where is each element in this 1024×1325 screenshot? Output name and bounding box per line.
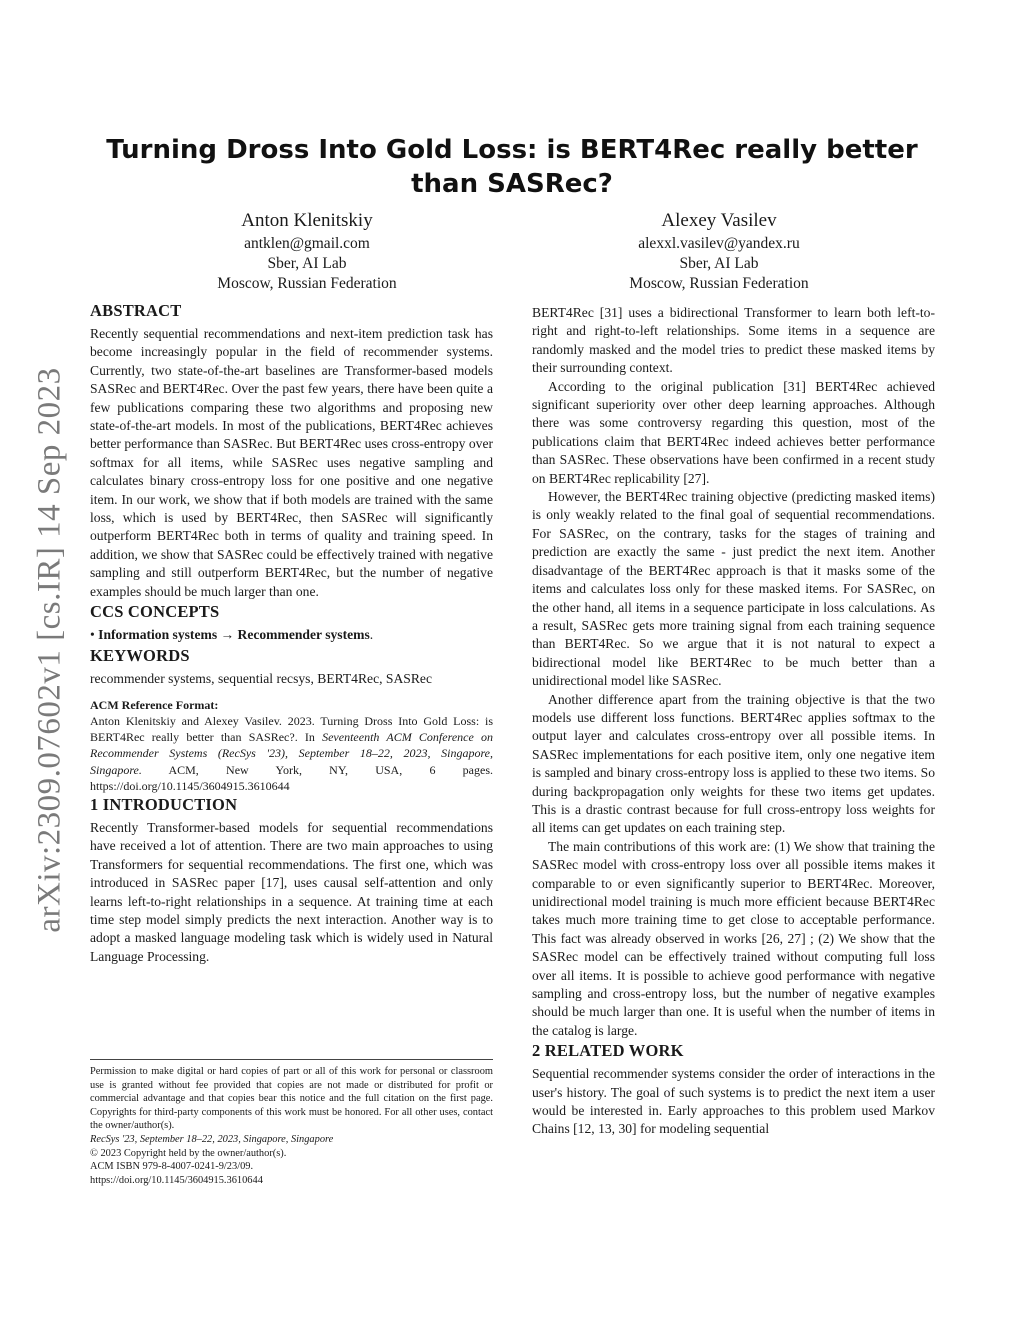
copyright-line: © 2023 Copyright held by the owner/author(s). [90,1147,287,1159]
isbn-line: ACM ISBN 979-8-4007-0241-9/23/09. [90,1161,254,1173]
right-column [532,304,935,1139]
author-affiliation: Sber, AI Lab [267,255,347,272]
acm-reference-text [90,713,493,794]
author-name: Anton Klenitskiy [241,210,373,231]
venue-text: RecSys '23, September 18–22, 2023, Singapore, Singapore [90,1133,334,1145]
author-affiliation: Sber, AI Lab [679,255,759,272]
related-work-text: Sequential recommender systems consider the order of interactions in the user's history. The goal of such systems is to predict the next item a user would be interested in. Early approaches to this problem used Markov Chains [12, 13, 30] for modeling sequential [532,1066,935,1137]
author-block-2 [569,208,869,294]
author-location: Moscow, Russian Federation [217,275,397,292]
ccs-heading: CCS CONCEPTS [90,602,220,622]
ccs-bullet: • [90,627,99,643]
ccs-concept: Information systems → Recommender systems [98,627,370,643]
abstract-heading: ABSTRACT [90,301,182,320]
acm-reference-heading: ACM Reference Format: [90,697,219,712]
keywords-heading: KEYWORDS [90,645,190,665]
author-name: Alexey Vasilev [661,210,777,231]
acm-ref-venue: Seventeenth ACM Conference on Recommender Systems (RecSys '23), September 18–22, 2023, Singapore, Singapore. [90,730,493,777]
ccs-text [90,626,493,644]
author-location: Moscow, Russian Federation [629,275,809,292]
acm-ref-part-1: Anton Klenitskiy and Alexey Vasilev. 2023. Turning Dross Into Gold Loss: is BERT4Rec really better than SASRec?. In [90,713,493,745]
introduction-text: Recently Transformer-based models for sequential recommendations have received a lot of attention. There are two main approaches to using Transformers for sequential recommendations. The first one, which was introduced in SASRec paper [17], uses causal self-attention and only learns left-to-right relationships in a sequence. At training time at each time step model simply predicts the next interaction. Another way is to adopt a masked language modeling task which is widely used in Natural Language Processing. [90,819,493,964]
author-email: antklen@gmail.com [244,235,370,252]
paragraph: Another difference apart from the training objective is that the two models use different loss functions. BERT4Rec applies softmax to the output layer and calculates cross-entropy over all possible items. In SASRec implementations for each positive item, only one negative item is sampled and binary cross-entropy loss is applied to these two items. So during backpropagation only weights for these two items get updates. This is a drastic contrast because for full cross-entropy loss weights for all items can get updates on each training step. [532,691,935,836]
author-block-1 [157,208,457,294]
copyright-footnote [90,1059,493,1187]
paragraph: BERT4Rec [31] uses a bidirectional Transformer to learn both left-to-right and right-to-left relationships. Some items in a sequence are randomly masked and the model tries to predict these masked items by their surrounding context. [532,305,935,376]
arxiv-id[interactable]: arXiv:2309.07602v1 [cs.IR] 14 Sep 2023 [31,367,68,933]
left-column [90,300,493,966]
author-email: alexxl.vasilev@yandex.ru [638,235,800,252]
paragraph: The main contributions of this work are: (1) We show that training the SASRec model with cross-entropy loss over all possible items makes it comparable to or even significantly superior to BERT4Rec. Moreover, unidirectional model training is much more efficient because BERT4Rec takes much more training time to get close to acceptable performance. This fact was already observed in works [26, 27] ; (2) We show that the SASRec model can be effectively trained without computing full loss over all items. It is possible to achieve good performance with negative sampling and cross-entropy loss, but the number of negative examples should be much larger than one. It is useful when the number of items in the catalog is large. [532,838,935,1038]
paragraph: According to the original publication [31] BERT4Rec achieved significant superiority over other deep learning approaches. Although there was some controversy regarding this question, most of the publications claim that BERT4Rec indeed achieves better performance than SASRec. These observations have been confirmed in a recent study on BERT4Rec replicability [27]. [532,378,935,486]
introduction-heading: 1 INTRODUCTION [90,794,238,814]
related-work-heading: 2 RELATED WORK [532,1041,684,1061]
paragraph: However, the BERT4Rec training objective (predicting masked items) is only weakly related to the final goal of sequential recommendations. For SASRec, on the contrary, tasks for the stages of training and prediction are exactly the same - just predict the next item. Another disadvantage of the BERT4Rec approach is that it masks some of the items and calculates loss only for these masked items. For SASRec, on the other hand, all items in a sequence participate in loss calculations. As a result, SASRec gets more training signal from each training sequence than BERT4Rec. So we argue that it is not natural to expect a bidirectional model like BERT4Rec to be much better than a unidirectional model like SASRec. [532,489,935,689]
doi-link[interactable]: https://doi.org/10.1145/3604915.3610644 [90,1174,263,1186]
venue-line [90,1133,493,1147]
ccs-suffix: . [369,627,374,643]
permission-notice: Permission to make digital or hard copies of part or all of this work for personal or classroom use is granted without fee provided that copies are not made or distributed for profit or commercial advantage and that copies bear this notice and the full citation on the first page. Copyrights for third-party components of this work must be honored. For all other uses, contact the owner/author(s). [90,1066,493,1132]
abstract-text: Recently sequential recommendations and next-item prediction task has become increasingly popular in the field of recommender systems. Currently, two state-of-the-art baselines are Transformer-based models SASRec and BERT4Rec. Over the past few years, there have been quite a few publications comparing these two algorithms and proposing new state-of-the-art models. In most of the publications, BERT4Rec achieves better performance than SASRec. But BERT4Rec uses cross-entropy over softmax for all items, while SASRec uses negative sampling and calculates binary cross-entropy loss for one positive and one negative item. In our work, we show that if both models are trained with the same loss, which is used by BERT4Rec, then SASRec will significantly outperform BERT4Rec both in terms of quality and training speed. In addition, we show that SASRec could be effectively trained with negative sampling and still outperform BERT4Rec, but the number of negative examples should be much larger than one. [90,326,493,599]
keywords-text: recommender systems, sequential recsys, BERT4Rec, SASRec [90,670,432,686]
acm-ref-part-2[interactable]: ACM, New York, NY, USA, 6 pages. https://doi.org/10.1145/3604915.3610644 [90,762,493,793]
paper-title: Turning Dross Into Gold Loss: is BERT4Rec really better than SASRec? [106,135,918,199]
